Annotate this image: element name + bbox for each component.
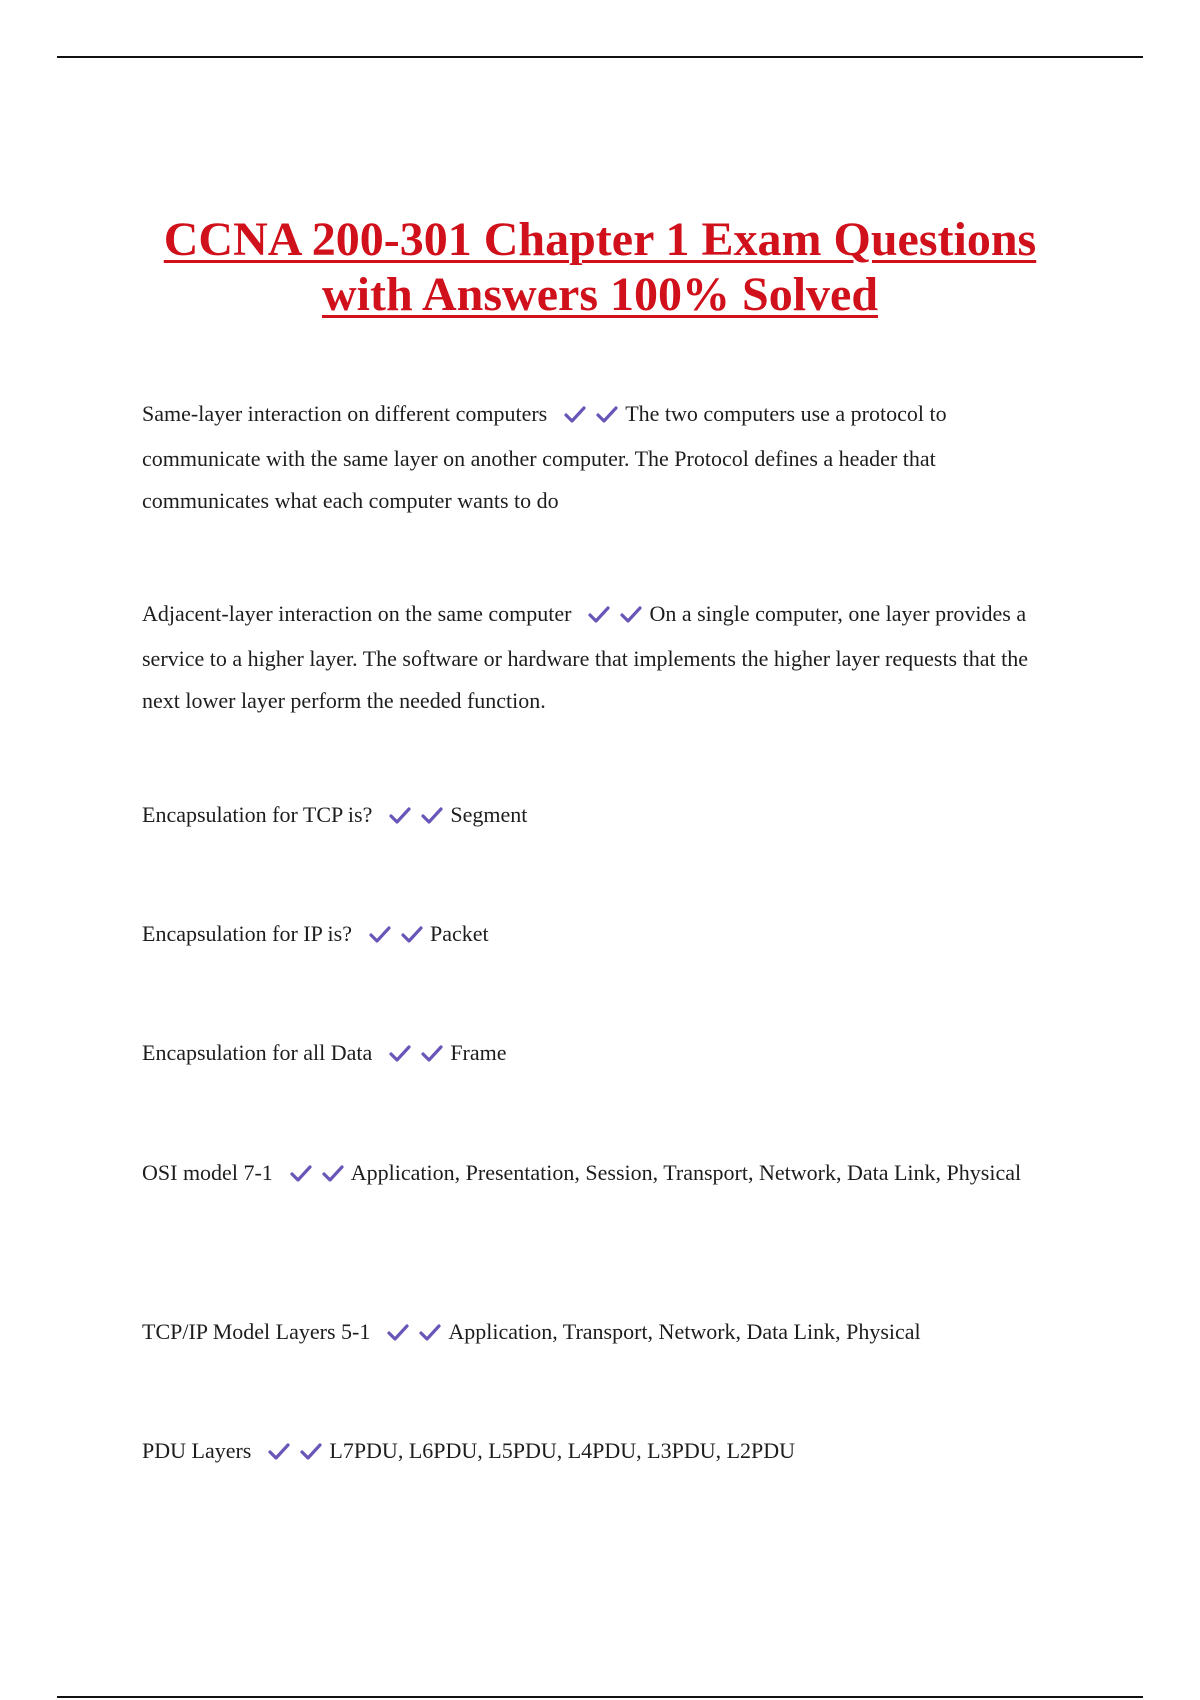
- top-rule: [57, 56, 1143, 58]
- question-text: Encapsulation for TCP is?: [142, 802, 373, 827]
- answer-text: The two computers use a protocol to communicate with the same layer on another computer. The Protocol defines a header that communicates what each computer wants to do: [142, 401, 947, 513]
- question-text: OSI model 7-1: [142, 1160, 273, 1185]
- answer-text: Application, Presentation, Session, Transport, Network, Data Link, Physical: [350, 1160, 1022, 1185]
- bottom-rule: [57, 1696, 1143, 1698]
- qa-item: [142, 913, 1062, 958]
- double-checkmark-icon: [388, 1035, 446, 1077]
- question-text: Encapsulation for all Data: [142, 1040, 373, 1065]
- answer-text: Packet: [429, 921, 489, 946]
- double-checkmark-icon: [368, 916, 426, 958]
- answer-text: Frame: [450, 1040, 507, 1065]
- double-checkmark-icon: [386, 1314, 444, 1356]
- double-checkmark-icon: [587, 596, 645, 638]
- double-checkmark-icon: [388, 797, 446, 839]
- double-checkmark-icon: [267, 1433, 325, 1475]
- qa-item: [142, 794, 1062, 839]
- double-checkmark-icon: [563, 396, 621, 438]
- answer-text: Segment: [450, 802, 528, 827]
- qa-item: [142, 393, 1062, 522]
- title-line-2: with Answers 100% Solved: [321, 268, 879, 321]
- answer-text: Application, Transport, Network, Data Link, Physical: [448, 1319, 921, 1344]
- qa-item: [142, 1311, 1062, 1356]
- qa-item: [142, 593, 1062, 722]
- question-text: TCP/IP Model Layers 5-1: [142, 1319, 371, 1344]
- question-text: Same-layer interaction on different computers: [142, 401, 548, 426]
- answer-text: On a single computer, one layer provides a service to a higher layer. The software or hardware that implements the higher layer requests that the next lower layer perform the needed function.: [142, 601, 1028, 713]
- qa-item: [142, 1430, 1062, 1475]
- page-title: [100, 212, 1100, 322]
- question-text: Encapsulation for IP is?: [142, 921, 352, 946]
- qa-item: [142, 1152, 1062, 1197]
- title-line-1: CCNA 200-301 Chapter 1 Exam Questions: [163, 213, 1037, 266]
- question-text: Adjacent-layer interaction on the same computer: [142, 601, 572, 626]
- question-text: PDU Layers: [142, 1438, 252, 1463]
- double-checkmark-icon: [289, 1155, 347, 1197]
- answer-text: L7PDU, L6PDU, L5PDU, L4PDU, L3PDU, L2PDU: [329, 1438, 796, 1463]
- qa-item: [142, 1032, 1062, 1077]
